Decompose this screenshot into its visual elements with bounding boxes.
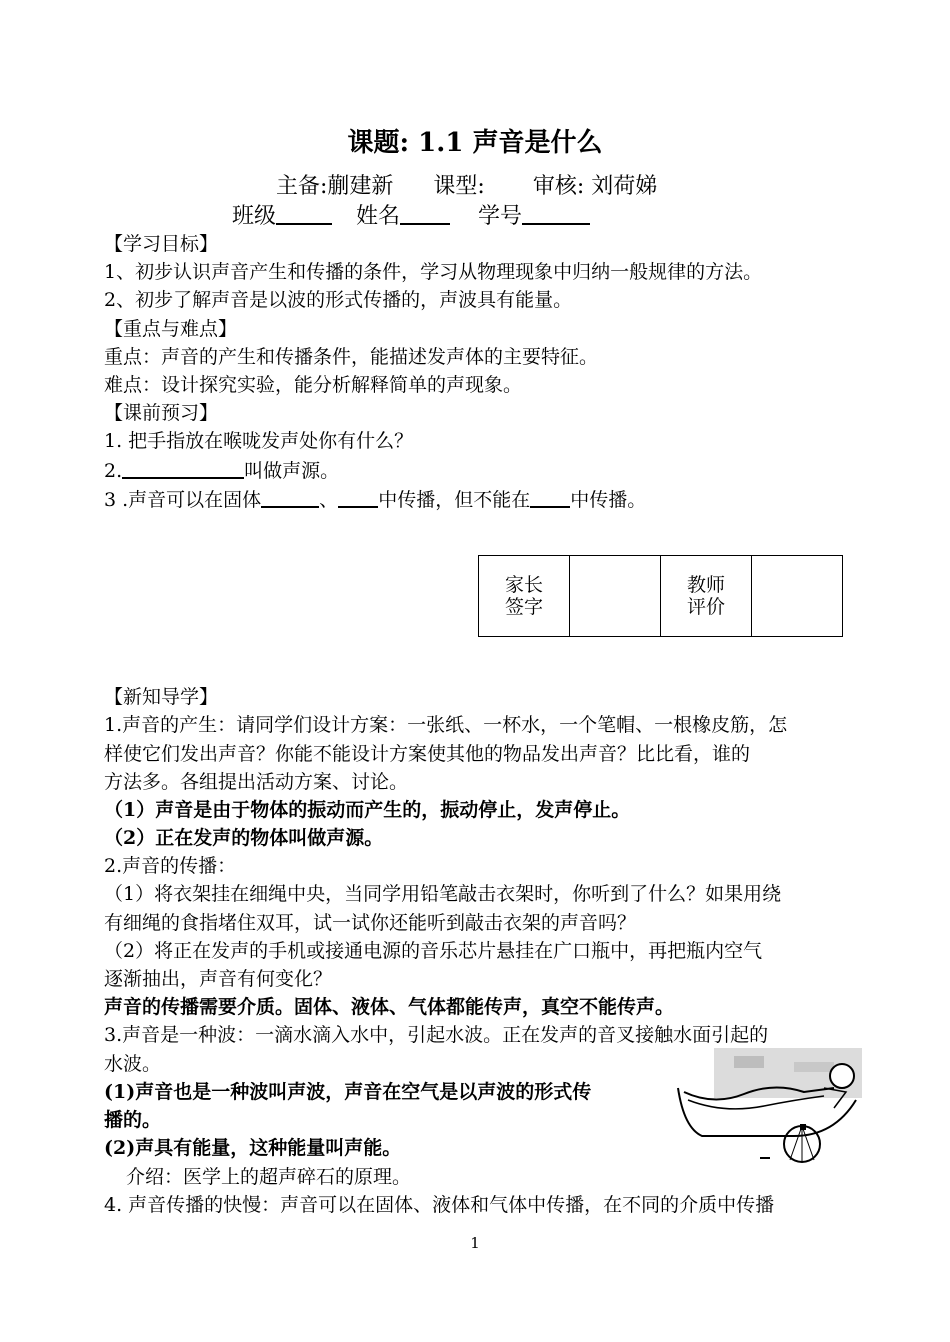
background-texture xyxy=(734,1056,764,1068)
teacher-label-line2: 评价 xyxy=(686,596,725,618)
conclusion-line: （2）正在发声的物体叫做声源。 xyxy=(104,827,384,849)
q3-text-a: 3 .声音可以在固体 xyxy=(104,489,262,511)
goals-heading: 【学习目标】 xyxy=(104,233,219,255)
q3-text-c: 中传播，但不能在 xyxy=(378,489,531,511)
class-label: 班级 xyxy=(232,204,277,229)
page-title: 课题: 1.1 声音是什么 xyxy=(347,128,603,158)
parent-label-line1: 家长 xyxy=(504,574,543,596)
paragraph-line: 4. 声音传播的快慢：声音可以在固体、液体和气体中传播，在不同的介质中传播 xyxy=(104,1194,775,1216)
conclusion-line: 声音的传播需要介质。固体、液体、气体都能传声，真空不能传声。 xyxy=(104,996,675,1018)
parent-signature-cell[interactable] xyxy=(570,556,661,637)
student-info-row xyxy=(232,202,590,232)
paragraph-line: 3.声音是一种波：一滴水滴入水中，引起水波。正在发声的音叉接触水面引起的 xyxy=(104,1024,769,1046)
q2-number: 2. xyxy=(104,460,123,482)
signature-table xyxy=(478,555,843,637)
name-blank[interactable] xyxy=(400,203,450,225)
preview-heading: 【课前预习】 xyxy=(104,402,219,424)
page-number: 1 xyxy=(470,1234,480,1252)
paragraph-line: 有细绳的食指堵住双耳，试一试你还能听到敲击衣架的声音吗？ xyxy=(104,912,637,934)
paragraph-line: （1）将衣架挂在细绳中央，当同学用铅笔敲击衣架时，你听到了什么？如果用绕 xyxy=(104,883,782,905)
q2-text: 叫做声源。 xyxy=(244,460,340,482)
class-blank[interactable] xyxy=(276,203,332,225)
paragraph-line: （2）将正在发声的手机或接通电源的音乐芯片悬挂在广口瓶中，再把瓶内空气 xyxy=(104,940,763,962)
paragraph-line: 2.声音的传播： xyxy=(104,855,237,877)
new-knowledge-heading: 【新知导学】 xyxy=(104,686,219,708)
q3-text-d: 中传播。 xyxy=(570,489,647,511)
shock-wave-lines xyxy=(790,1126,814,1162)
key-points-heading: 【重点与难点】 xyxy=(104,318,238,340)
difficulty-text: 难点：设计探究实验，能分析解释简单的声现象。 xyxy=(104,374,523,396)
focus-point xyxy=(800,1124,806,1130)
head-outline xyxy=(830,1064,854,1088)
preview-question-2 xyxy=(104,457,339,484)
goal-item: 1、初步认识声音产生和传播的条件，学习从物理现象中归纳一般规律的方法。 xyxy=(104,261,763,283)
meta-row xyxy=(276,172,657,202)
lesson-type-label: 课型: xyxy=(433,174,485,199)
paragraph-line: 逐渐抽出，声音有何变化？ xyxy=(104,968,333,990)
paragraph-line: 水波。 xyxy=(104,1053,162,1075)
reviewer-label: 审核: 刘荷娣 xyxy=(532,174,658,199)
paragraph-line: 1.声音的产生：请同学们设计方案：一张纸、一杯水，一个笔帽、一根橡皮筋，怎 xyxy=(104,714,788,736)
student-number-blank[interactable] xyxy=(522,203,590,225)
parent-label-line2: 签字 xyxy=(504,596,543,618)
conclusion-line: (2)声具有能量，这种能量叫声能。 xyxy=(104,1137,402,1159)
teacher-label-line1: 教师 xyxy=(686,574,725,596)
name-label: 姓名 xyxy=(356,204,401,229)
parent-signature-label xyxy=(479,556,570,637)
sound-source-blank[interactable] xyxy=(122,457,244,479)
goal-item: 2、初步了解声音是以波的形式传播的，声波具有能量。 xyxy=(104,289,573,311)
preview-question-3 xyxy=(104,486,646,513)
medium-blank-1[interactable] xyxy=(261,486,319,508)
student-number-label: 学号 xyxy=(478,204,523,229)
paragraph-line: 方法多。各组提出活动方案、讨论。 xyxy=(104,771,409,793)
teacher-evaluation-cell[interactable] xyxy=(752,556,843,637)
conclusion-line: （1）声音是由于物体的振动而产生的，振动停止，发声停止。 xyxy=(104,799,631,821)
background-texture xyxy=(794,1062,834,1072)
conclusion-line: (1)声音也是一种波叫声波，声音在空气是以声波的形式传 xyxy=(104,1081,592,1103)
medium-blank-2[interactable] xyxy=(338,486,378,508)
conclusion-line: 播的。 xyxy=(104,1109,162,1131)
preview-question-1: 1. 把手指放在喉咙发声处你有什么？ xyxy=(104,430,414,452)
medium-blank-3[interactable] xyxy=(530,486,570,508)
author-label: 主备:蒯建新 xyxy=(276,174,394,199)
paragraph-line: 介绍：医学上的超声碎石的原理。 xyxy=(126,1166,412,1188)
q3-text-b: 、 xyxy=(319,489,339,511)
key-point-text: 重点：声音的产生和传播条件，能描述发声体的主要特征。 xyxy=(104,346,599,368)
paragraph-line: 样使它们发出声音？你能不能设计方案使其他的物品发出声音？比比看，谁的 xyxy=(104,743,751,765)
teacher-evaluation-label xyxy=(661,556,752,637)
lithotripsy-illustration xyxy=(674,1048,864,1163)
